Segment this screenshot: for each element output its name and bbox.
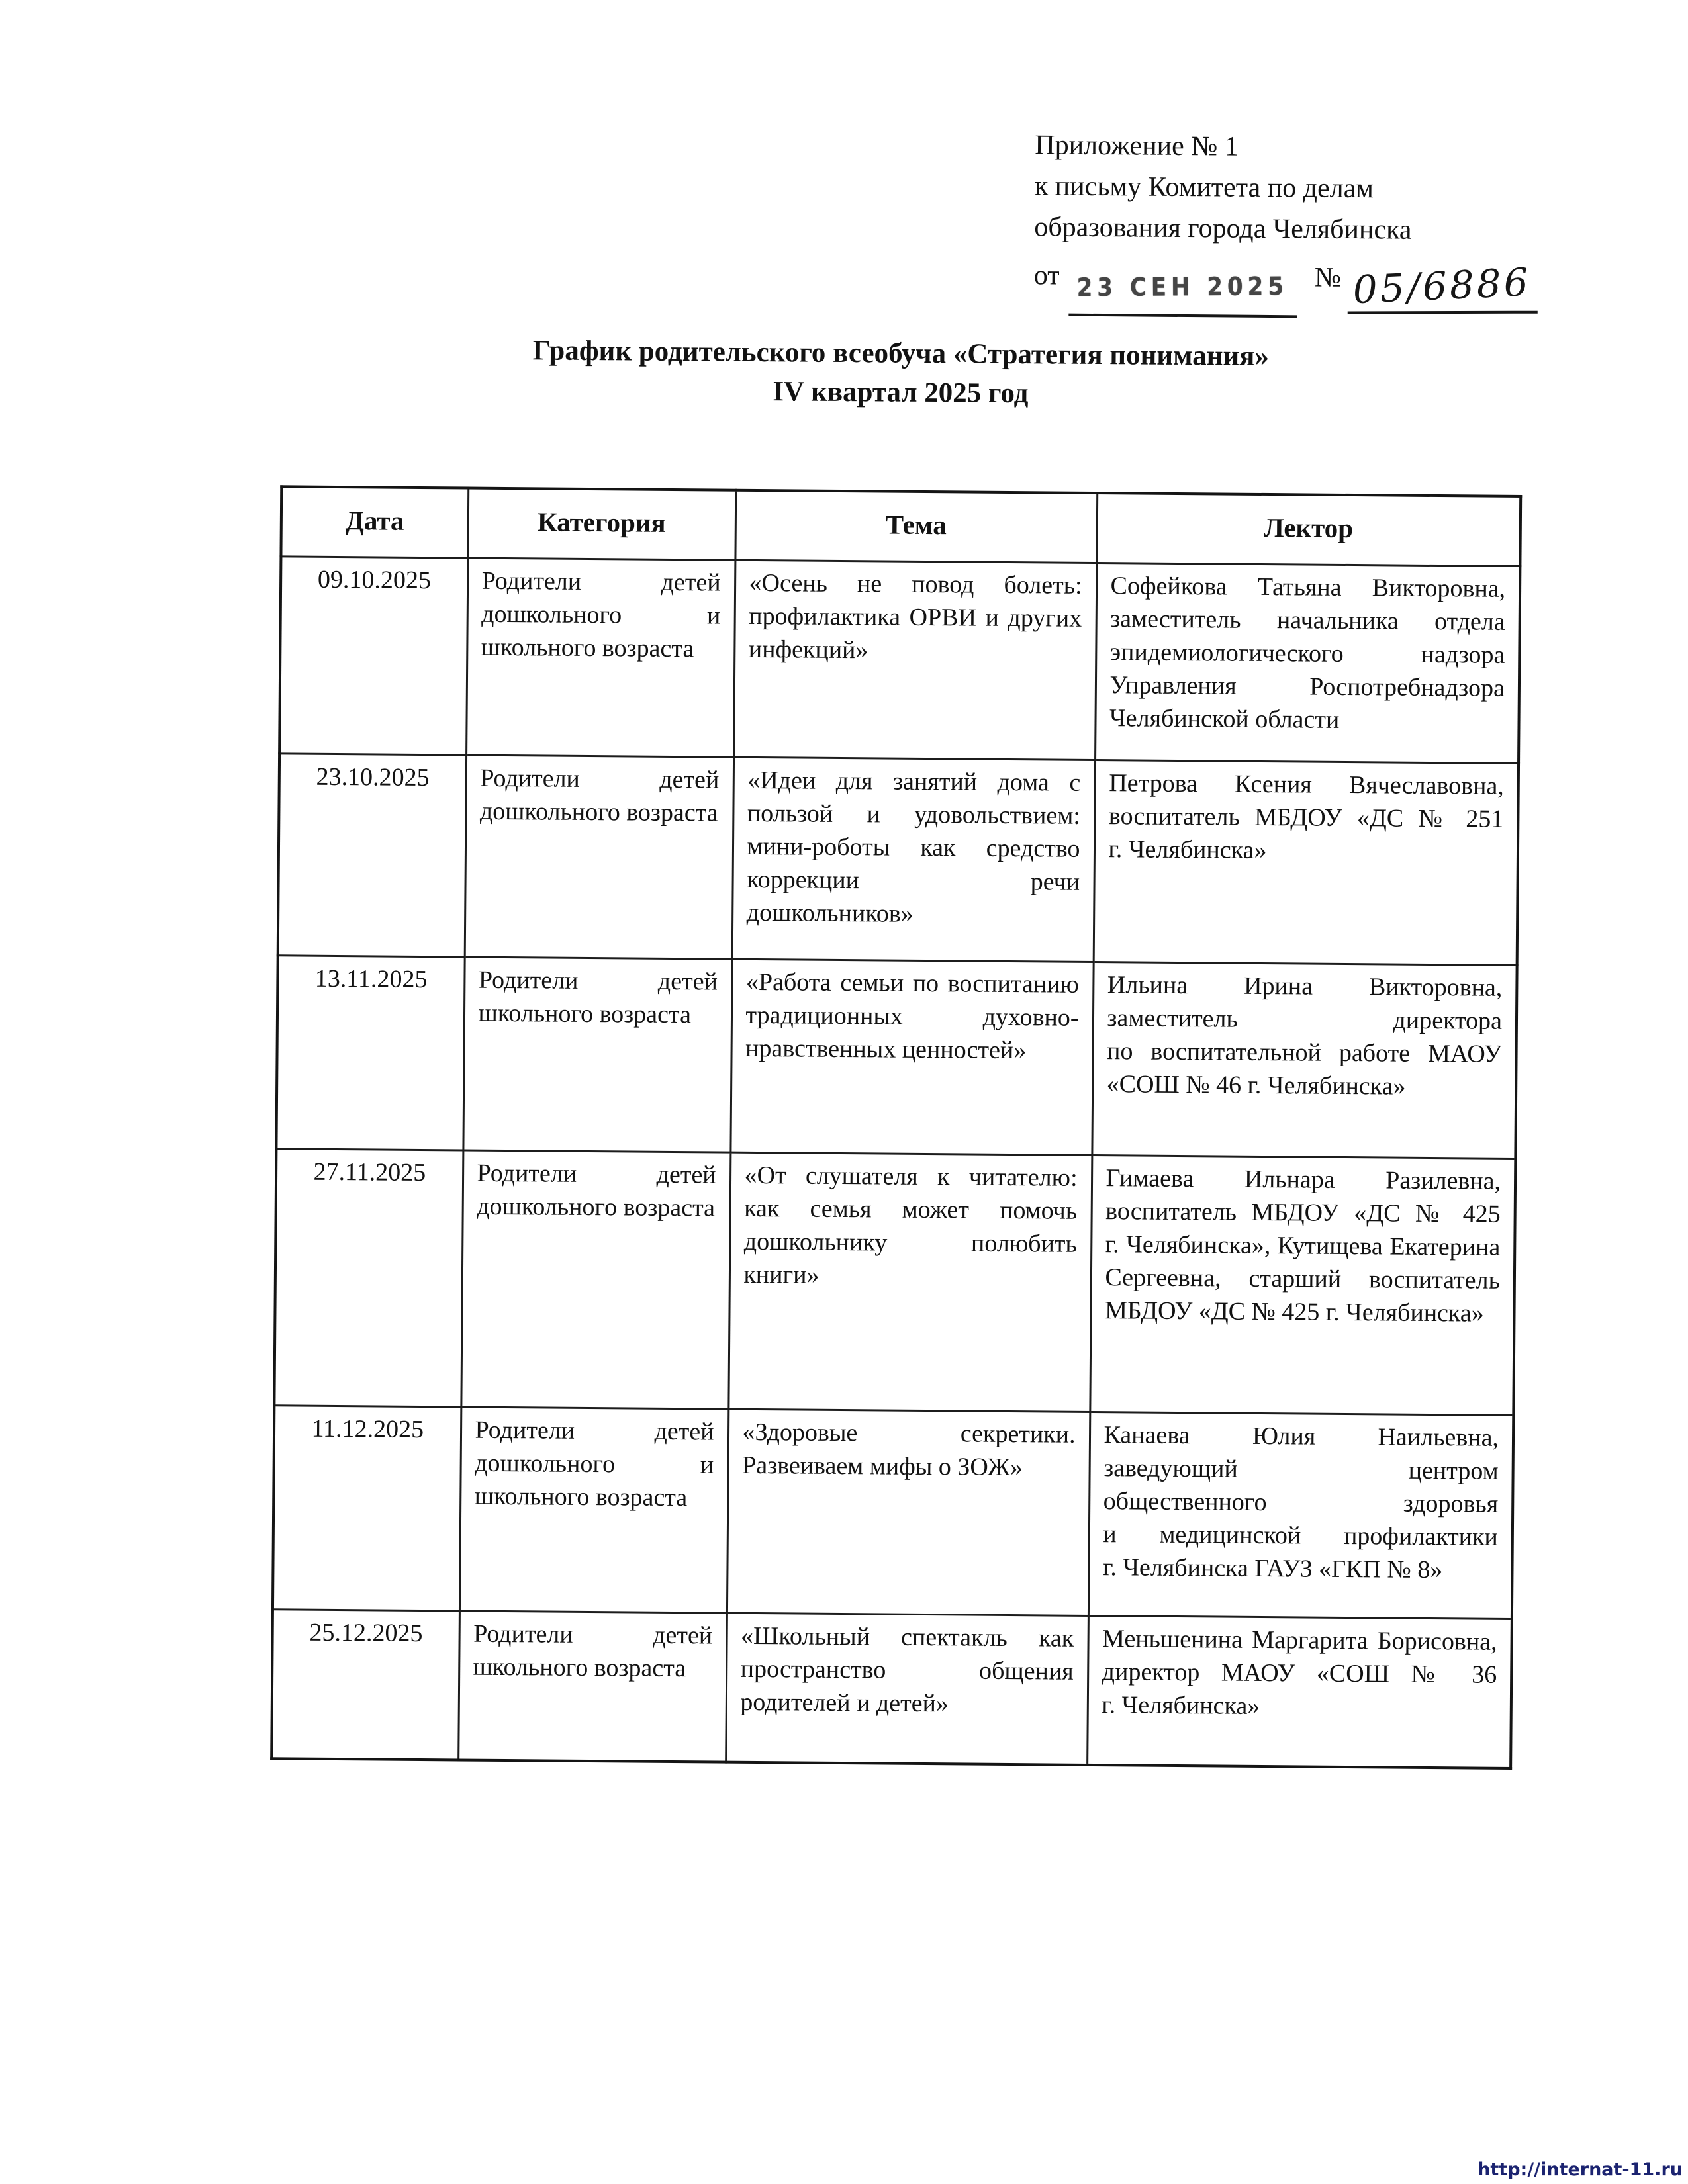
table-row: [279, 557, 1520, 764]
cell-category: Родители детей школьного возраста: [463, 957, 731, 1152]
doc-header: [1033, 124, 1538, 313]
number-value: 05/6886: [1352, 259, 1532, 313]
cell-topic: «Идеи для занятий дома с пользой и удовольствием: мини-роботы как средство коррекции речи дошкольников»: [732, 757, 1095, 962]
cell-lecturer: Канаева Юлия Наильевна, заведующий центром общественного здоровья и медицинской профилактики г. Челябинска ГАУЗ «ГКП № 8»: [1088, 1412, 1513, 1619]
date-stamp: 23 СЕН 2025: [1076, 271, 1288, 303]
header-row: [281, 486, 1521, 566]
cell-lecturer: Гимаева Ильнара Разилевна, воспитатель МБДОУ «ДС № 425 г. Челябинска», Кутищева Екатерина Сергеевна, старший воспитатель МБДОУ «ДС № 425 г. Челябинска»: [1090, 1155, 1515, 1415]
number-label: №: [1314, 262, 1342, 293]
table-row: [271, 1610, 1512, 1768]
cell-topic: «Школьный спектакль как пространство общения родителей и детей»: [726, 1613, 1088, 1764]
cell-category: Родители детей дошкольного и школьного возраста: [466, 558, 735, 757]
header-date-line: [1033, 251, 1538, 313]
cell-lecturer: Ильина Ирина Викторовна, заместитель директора по воспитательной работе МАОУ «СОШ № 46 г. Челябинска»: [1092, 962, 1517, 1158]
header-line-1: Приложение № 1: [1035, 130, 1239, 162]
cell-date: 09.10.2025: [279, 557, 467, 755]
title-line-1: График родительского всеобуча «Стратегия понимания»: [532, 335, 1270, 373]
cell-category: Родители детей дошкольного и школьного возраста: [459, 1407, 728, 1613]
header-line-2: к письму Комитета по делам: [1034, 171, 1374, 205]
cell-topic: «Работа семьи по воспитанию традиционных духовно-нравственных ценностей»: [730, 959, 1093, 1155]
cell-category: Родители детей дошкольного возраста: [461, 1150, 730, 1409]
cell-date: 11.12.2025: [273, 1406, 461, 1611]
cell-date: 27.11.2025: [274, 1149, 463, 1407]
cell-category: Родители детей дошкольного возраста: [465, 755, 733, 959]
date-prefix: от: [1033, 260, 1060, 291]
col-header-date: Дата: [281, 486, 468, 558]
col-header-topic: Тема: [735, 490, 1097, 563]
cell-date: 13.11.2025: [276, 956, 464, 1150]
col-header-lecturer: Лектор: [1096, 493, 1521, 567]
cell-category: Родители детей школьного возраста: [458, 1611, 727, 1762]
document-title: [281, 329, 1521, 417]
cell-date: 23.10.2025: [278, 754, 466, 957]
title-line-2: IV квартал 2025 год: [773, 376, 1029, 410]
header-line-3: образования города Челябинска: [1034, 212, 1412, 246]
cell-lecturer: Петрова Ксения Вячеславовна, воспитатель МБДОУ «ДС № 251 г. Челябинска»: [1094, 760, 1519, 965]
table-row: [274, 1149, 1515, 1416]
table-row: [278, 754, 1519, 966]
watermark-url: http://internat-11.ru: [1477, 2160, 1683, 2180]
cell-topic: «От слушателя к читателю: как семья может помочь дошкольнику полюбить книги»: [728, 1152, 1092, 1412]
cell-lecturer: Меньшенина Маргарита Борисовна, директор МАОУ «СОШ № 36 г. Челябинска»: [1087, 1615, 1512, 1768]
date-stamp-field: [1068, 265, 1297, 318]
cell-date: 25.12.2025: [271, 1610, 459, 1760]
schedule-table: [270, 485, 1522, 1769]
cell-topic: «Здоровые секретики. Развеиваем мифы о ЗОЖ»: [727, 1409, 1090, 1615]
col-header-category: Категория: [467, 488, 735, 561]
table-row: [276, 956, 1517, 1159]
cell-lecturer: Софейкова Татьяна Викторовна, заместитель начальника отдела эпидемиологического надзора Управления Роспотребнадзора Челябинской области: [1095, 563, 1520, 763]
number-field: [1348, 259, 1538, 314]
table-row: [273, 1406, 1513, 1619]
cell-topic: «Осень не повод болеть: профилактика ОРВИ и других инфекций»: [733, 560, 1096, 760]
